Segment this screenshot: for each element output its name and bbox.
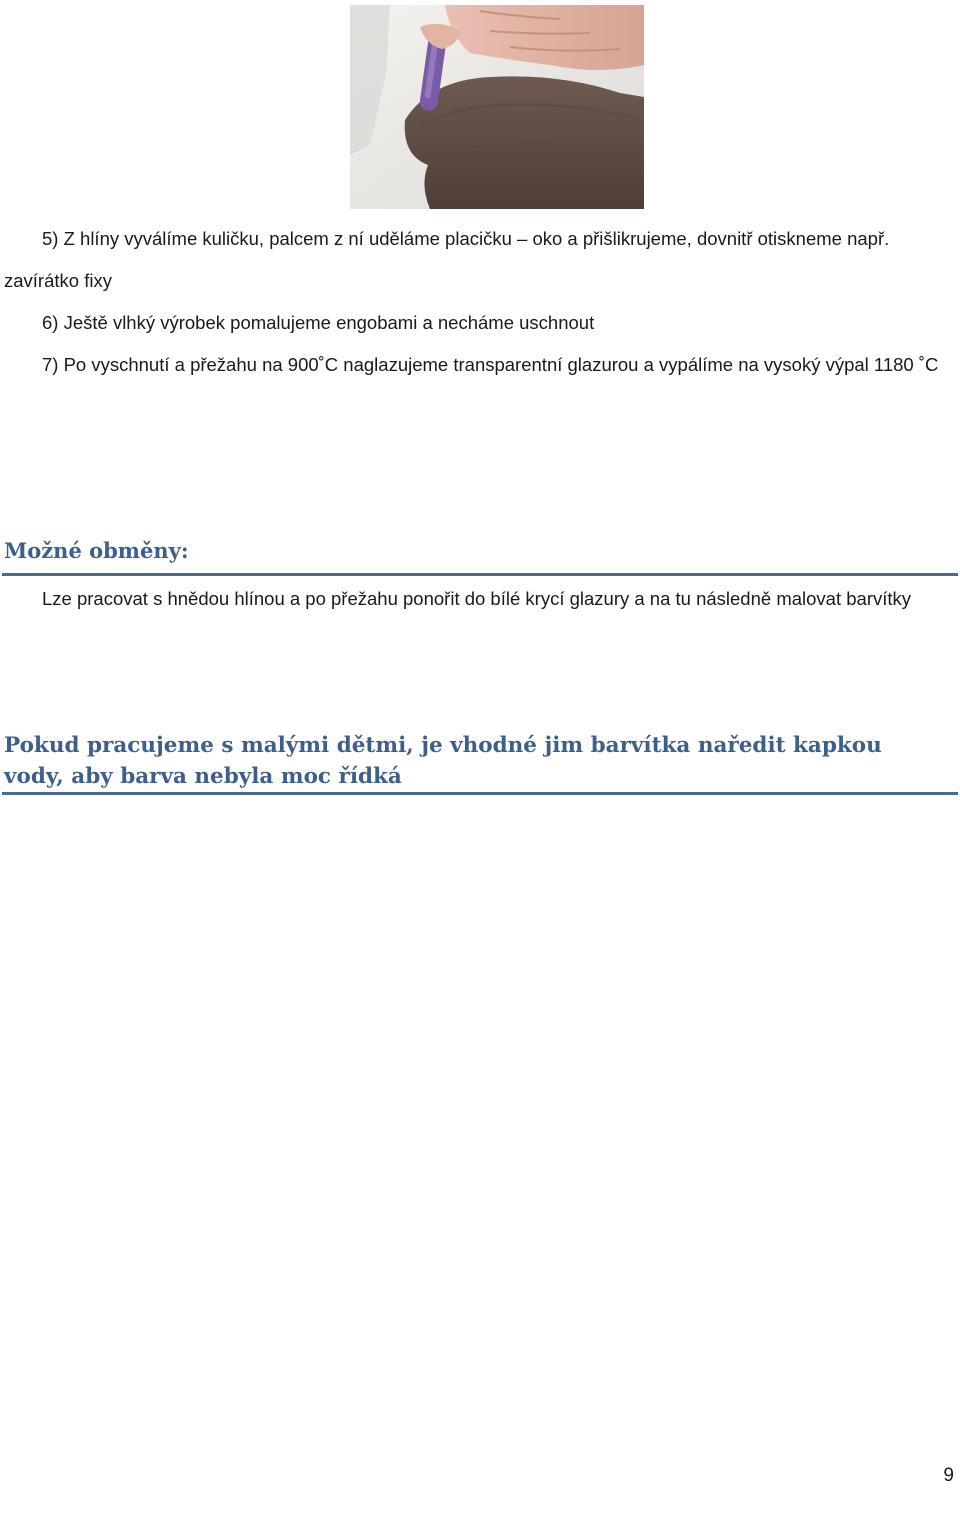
clay-photo [350,5,644,209]
variants-text: Lze pracovat s hnědou hlínou a po přežahu ponořit do bílé krycí glazury a na tu následně malovat barvítky [42,588,912,609]
step-7-text: 7) Po vyschnutí a přežahu na 900˚C naglazujeme transparentní glazurou a vypálíme na vysoký výpal 1180 ˚C [42,354,939,375]
variants-heading: Možné obměny: [4,538,189,563]
heading-underline [2,573,958,576]
note-heading: Pokud pracujeme s malými dětmi, je vhodné jim barvítka naředit kapkou vody, aby barva nebyla moc řídká [4,733,882,789]
step-5-text: 5) Z hlíny vyválíme kuličku, palcem z ní uděláme placičku – oko a přišlikrujeme, dovnitř otiskneme např. zavírátko fixy [4,228,890,291]
note-underline [2,792,958,795]
photo-hand-pressing-clay-icon [350,5,644,209]
step-6-text: 6) Ještě vlhký výrobek pomalujeme engobami a necháme uschnout [42,312,595,333]
page-number: 9 [943,1465,954,1486]
